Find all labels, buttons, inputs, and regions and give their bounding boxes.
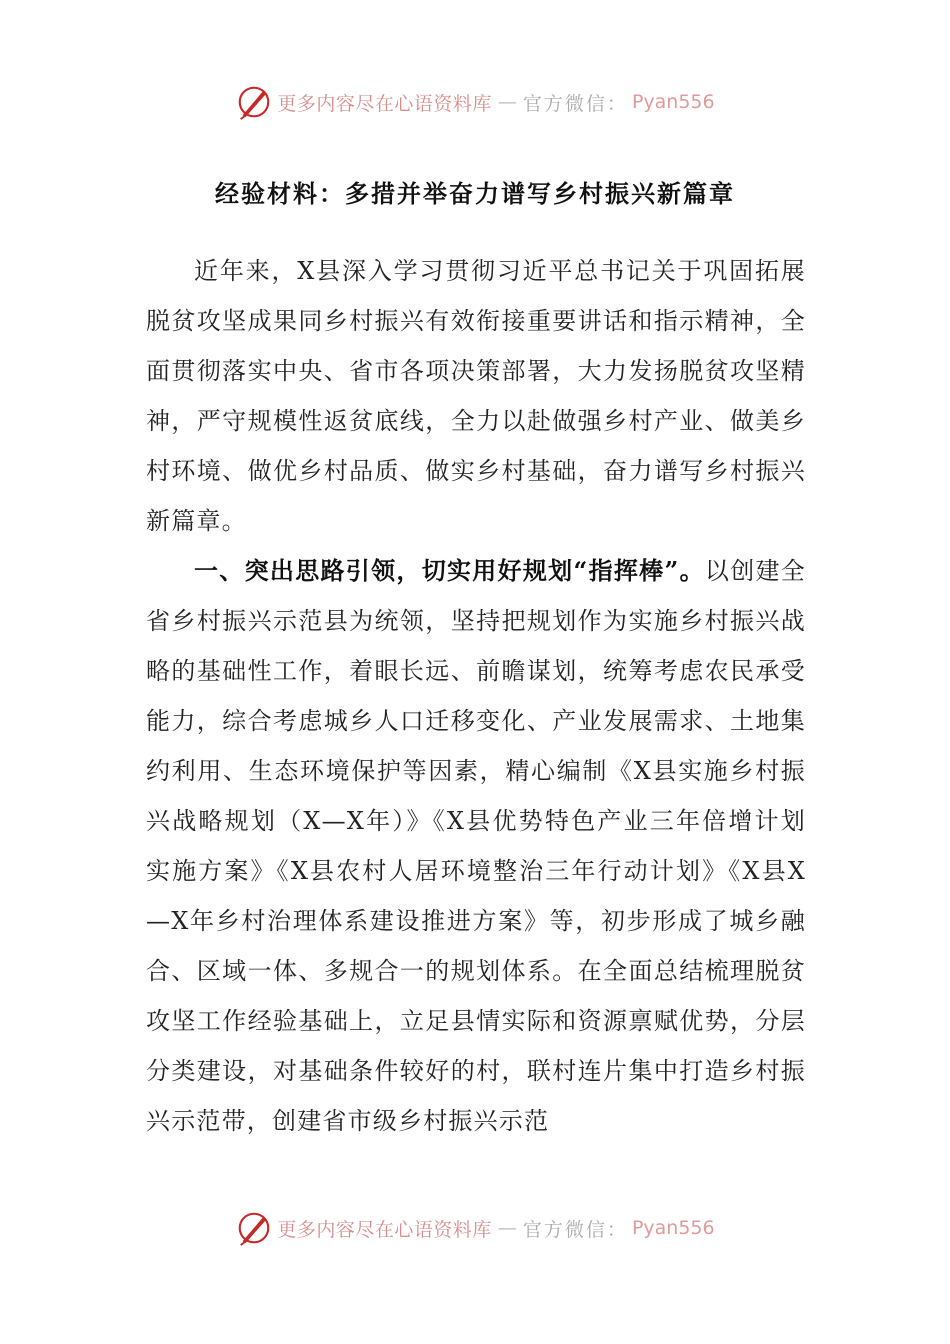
document-body [146,246,806,1146]
section-heading: 一、突出思路引领，切实用好规划“指挥棒”。 [194,556,705,585]
section-one-paragraph [146,546,806,1146]
paragraph-text: 以创建全省乡村振兴示范县为统领，坚持把规划作为实施乡村振兴战略的基础性工作，着眼长远、前瞻谋划，统筹考虑农民承受能力，综合考虑城乡人口迁移变化、产业发展需求、土地集约利用、生态环境保护等因素，精心编制《X县实施乡村振兴战略规划（X—X年）》《X县优势特色产业三年倍增计划实施方案》《X县农村人居环境整治三年行动计划》《X县X—X年乡村治理体系建设推进方案》等，初步形成了城乡融合、区域一体、多规合一的规划体系。在全面总结梳理脱贫攻坚工作经验基础上，立足县情实际和资源禀赋优势，分层分类建设，对基础条件较好的村，联村连片集中打造乡村振兴示范带，创建省市级乡村振兴示范 [146,557,806,1135]
banner-text: 更多内容尽在心语资料库 [277,92,492,115]
banner-separator: — [497,1217,517,1239]
intro-paragraph [146,246,806,546]
banner-separator: — [497,91,517,113]
footer-watermark-banner [0,1206,950,1250]
pen-logo-icon [235,83,273,121]
document-title: 经验材料：多措并举奋力谱写乡村振兴新篇章 [215,179,735,208]
banner-text: 更多内容尽在心语资料库 [277,1218,492,1241]
banner-wechat-label: 官方微信： [522,1218,628,1241]
header-watermark-banner [0,80,950,124]
pen-logo-icon [235,1209,273,1247]
banner-wechat-id: Pyan556 [631,1217,715,1239]
banner-wechat-id: Pyan556 [631,91,715,113]
banner-wechat-label: 官方微信： [522,92,628,115]
paragraph-text: 近年来，X县深入学习贯彻习近平总书记关于巩固拓展脱贫攻坚成果同乡村振兴有效衔接重要讲话和指示精神，全面贯彻落实中央、省市各项决策部署，大力发扬脱贫攻坚精神，严守规模性返贫底线，全力以赴做强乡村产业、做美乡村环境、做优乡村品质、做实乡村基础，奋力谱写乡村振兴新篇章。 [146,257,806,535]
